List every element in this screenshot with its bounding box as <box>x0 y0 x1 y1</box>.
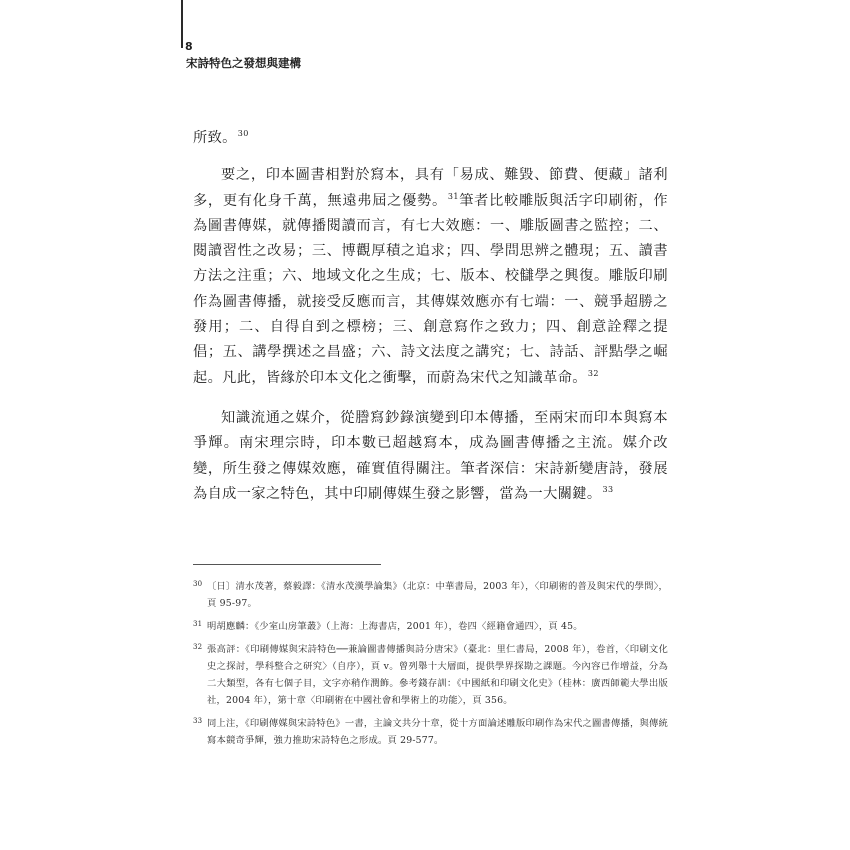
footnote-number: 31 <box>193 620 203 628</box>
paragraph-2-text-a: 要之，印本圖書相對於寫本，具有「易成、難毀、節費、便藏」諸利多，更有化身千萬，無遠弗屆之優勢。 <box>193 167 668 209</box>
footnote-ref-32: 32 <box>587 368 599 378</box>
paragraph-3-text: 知識流通之媒介，從謄寫鈔錄演變到印本傳播，至兩宋而印本與寫本爭輝。南宋理宗時，印本數已超越寫本，成為圖書傳播之主流。媒介改變，所生發之傳媒效應，確實值得關注。筆者深信：宋詩新變唐詩，發展為自成一家之特色，其中印刷傳媒生發之影響，當為一大關鍵。 <box>193 409 668 502</box>
footnote-number: 33 <box>193 717 203 725</box>
paragraph-2 <box>193 163 668 391</box>
footnotes <box>193 578 668 755</box>
running-title: 宋詩特色之發想與建構 <box>186 56 301 70</box>
main-text <box>193 126 668 522</box>
page-number: 8 <box>185 40 193 53</box>
footnote-number: 32 <box>193 643 203 651</box>
footnote-ref-30: 30 <box>237 129 249 138</box>
margin-rule <box>181 0 183 48</box>
footnote <box>193 618 668 635</box>
footnote-text: 張高評：《印刷傳媒與宋詩特色──兼論圖書傳播與詩分唐宋》（臺北：里仁書局，2008 年），卷首，〈印刷文化史之探討，學科整合之研究〉（自序），頁 v。曾列舉十大層面，提供學界探勘之課題。今內容已作增益，分為二大類型，各有七個子目，文字亦稍作潤飾。參考錢存訓：《中國紙和印刷文化史》（桂林：廣西師範大學出版社，2004 年），第十章〈印刷術在中國社會和學術上的功能〉，頁 356。 <box>207 644 668 706</box>
footnote <box>193 578 668 612</box>
paragraph-1-text: 所致。 <box>193 130 237 146</box>
paragraph-1 <box>193 126 668 151</box>
footnote-text: 同上注，《印刷傳媒與宋詩特色》一書，主論文共分十章，從十方面論述雕版印刷作為宋代之圖書傳播，與傳統寫本競奇爭輝，強力推助宋詩特色之形成。頁 29-577。 <box>207 718 668 746</box>
footnote-number: 30 <box>193 580 203 588</box>
footnote-text: 〔日〕清水茂著，蔡毅譯：《清水茂漢學論集》（北京：中華書局，2003 年），〈印刷術的普及與宋代的學問〉，頁 95-97。 <box>207 581 668 609</box>
paragraph-2-text-b: 筆者比較雕版與活字印刷術，作為圖書傳媒，就傳播閱讀而言，有七大效應：一、雕版圖書之監控；二、閱讀習性之改易；三、博觀厚積之追求；四、學問思辨之體現；五、讀書方法之注重；六、地域文化之生成；七、版本、校讎學之興復。雕版印刷作為圖書傳播，就接受反應而言，其傳媒效應亦有七端：一、競爭超勝之發用；二、自得自到之標榜；三、創意寫作之致力；四、創意詮釋之提倡；五、講學撰述之昌盛；六、詩文法度之講究；七、詩話、評點學之崛起。凡此，皆緣於印本文化之衝擊，而蔚為宋代之知識革命。 <box>193 192 668 386</box>
footnote-ref-33: 33 <box>602 484 614 494</box>
footnote <box>193 715 668 749</box>
footnote <box>193 641 668 709</box>
footnote-text: 明胡應麟：《少室山房筆叢》（上海：上海書店，2001 年），卷四〈經籍會通四〉，頁 45。 <box>207 621 583 632</box>
footnote-separator <box>193 564 381 565</box>
footnote-ref-31: 31 <box>447 191 459 201</box>
paragraph-3 <box>193 406 668 507</box>
